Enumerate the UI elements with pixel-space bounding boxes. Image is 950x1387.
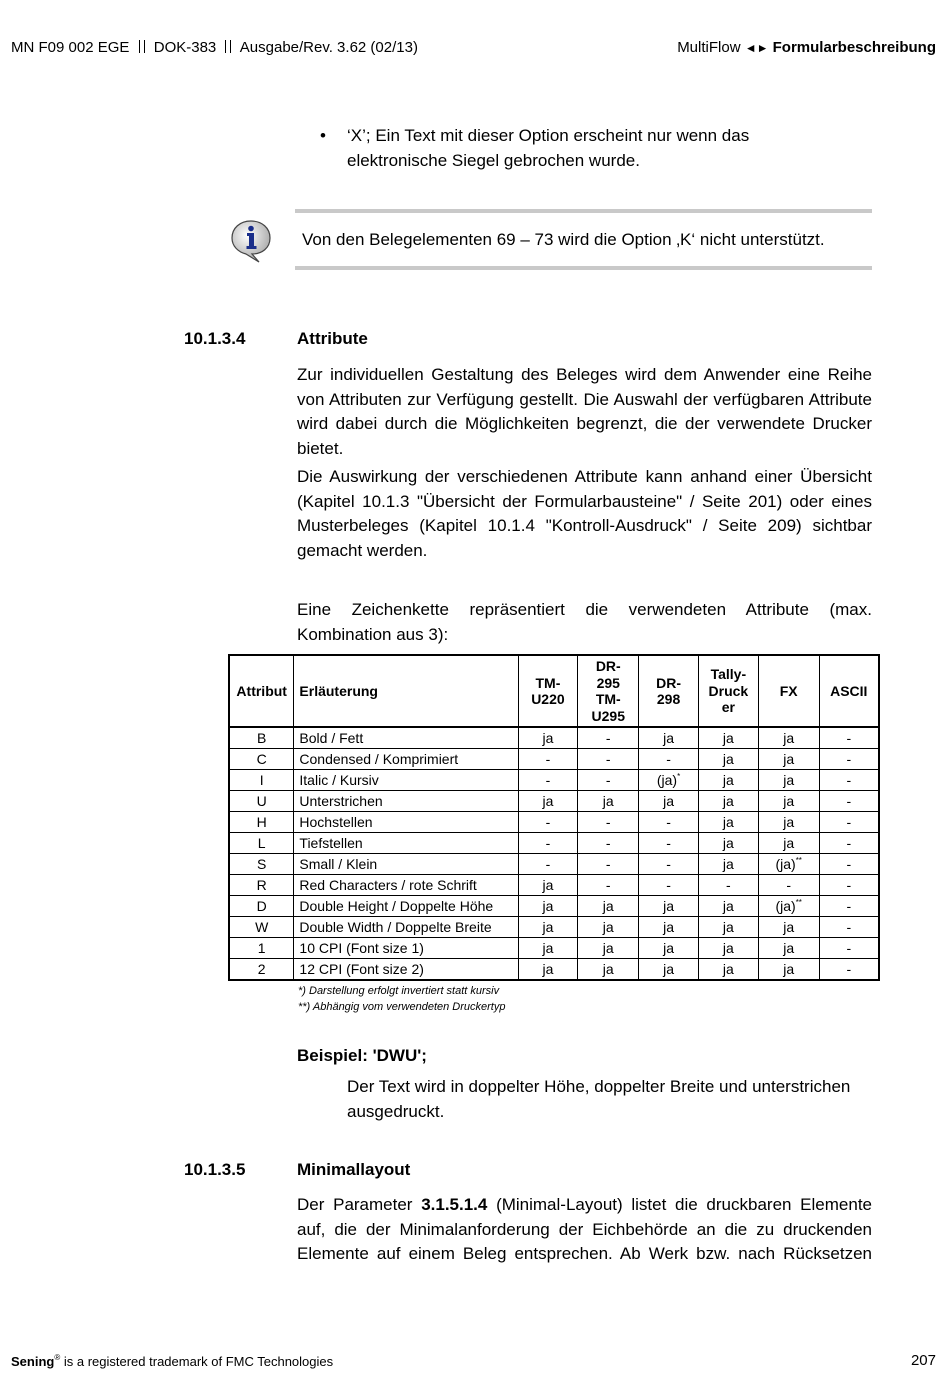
cell-tm-u220: ja <box>518 959 578 981</box>
table-row <box>229 896 879 917</box>
cell-erlaeuterung: Hochstellen <box>294 812 518 833</box>
col-header-fx: FX <box>758 655 819 727</box>
header-chapter-info <box>677 39 936 56</box>
cell-fx: ja <box>758 791 819 812</box>
section-number: 10.1.3.4 <box>184 329 246 348</box>
cell-fx: ja <box>758 749 819 770</box>
cell-dr298: - <box>639 875 699 896</box>
cell-ascii: - <box>819 749 879 770</box>
cell-dr295: - <box>578 727 639 749</box>
cell-dr295: - <box>578 749 639 770</box>
cell-tally: ja <box>698 896 758 917</box>
note-bottom-rule <box>295 266 872 270</box>
page-number: 207 <box>910 1352 936 1369</box>
note-top-rule <box>295 209 872 213</box>
section-title: Attribute <box>297 329 368 348</box>
cell-erlaeuterung: Unterstrichen <box>294 791 518 812</box>
cell-erlaeuterung: 12 CPI (Font size 2) <box>294 959 518 981</box>
cell-tm-u220: ja <box>518 791 578 812</box>
info-icon <box>229 218 273 264</box>
paragraph-text: Der Parameter <box>297 1195 422 1214</box>
cell-ascii: - <box>819 959 879 981</box>
bullet-text-line1: ‘X’; Ein Text mit dieser Option erscheint nur wenn das <box>347 126 750 145</box>
cell-fx: ja <box>758 812 819 833</box>
chapter-name: Formularbeschreibung <box>772 39 936 56</box>
cell-tm-u220: ja <box>518 896 578 917</box>
cell-attribut: C <box>229 749 294 770</box>
col-header-tm-u220: TM- U220 <box>518 655 578 727</box>
cell-attribut: S <box>229 854 294 875</box>
cell-fx: ja <box>758 938 819 959</box>
cell-attribut: D <box>229 896 294 917</box>
cell-erlaeuterung: Double Height / Doppelte Höhe <box>294 896 518 917</box>
left-right-arrows-icon: ◄► <box>744 41 769 55</box>
paragraph-text: (Minimal-Layout) listet die druckbaren Elemente auf, die der Minimalanforderung der Eichbehörde an die zu druckenden Elemente auf einem Beleg entsprechen. Ab Werk bzw. nach Rücksetzen <box>297 1195 873 1263</box>
cell-tm-u220: ja <box>518 938 578 959</box>
cell-attribut: R <box>229 875 294 896</box>
cell-ascii: - <box>819 917 879 938</box>
cell-tm-u220: - <box>518 854 578 875</box>
cell-dr295: ja <box>578 917 639 938</box>
cell-fx: ja <box>758 770 819 791</box>
cell-dr295: - <box>578 770 639 791</box>
col-header-dr295: DR- 295 TM- U295 <box>578 655 639 727</box>
table-row <box>229 938 879 959</box>
table-row <box>229 854 879 875</box>
cell-ascii: - <box>819 854 879 875</box>
cell-attribut: W <box>229 917 294 938</box>
cell-ascii: - <box>819 938 879 959</box>
bullet-text-line2: elektronische Siegel gebrochen wurde. <box>347 150 640 170</box>
cell-tally: ja <box>698 791 758 812</box>
cell-fx: ja <box>758 959 819 981</box>
cell-dr298: ja <box>639 938 699 959</box>
paragraph <box>297 1193 872 1267</box>
cell-attribut: 1 <box>229 938 294 959</box>
cell-fx: ja <box>758 833 819 854</box>
cell-dr298: ja <box>639 727 699 749</box>
cell-tm-u220: - <box>518 770 578 791</box>
cell-erlaeuterung: Bold / Fett <box>294 727 518 749</box>
cell-fx: - <box>758 875 819 896</box>
cell-dr295: - <box>578 854 639 875</box>
cell-ascii: - <box>819 727 879 749</box>
cell-tally: ja <box>698 938 758 959</box>
section-title: Minimallayout <box>297 1160 411 1179</box>
table-body <box>229 727 879 980</box>
table-row <box>229 791 879 812</box>
table-row <box>229 917 879 938</box>
cell-fx: ja <box>758 917 819 938</box>
cell-dr295: ja <box>578 791 639 812</box>
cell-tally: ja <box>698 727 758 749</box>
cell-tally: ja <box>698 812 758 833</box>
cell-fx: (ja)** <box>758 854 819 875</box>
cell-attribut: H <box>229 812 294 833</box>
separator <box>225 40 231 53</box>
cell-dr298: - <box>639 854 699 875</box>
cell-tm-u220: - <box>518 749 578 770</box>
col-header-tally: Tally- Druck er <box>698 655 758 727</box>
footnote-marker: ** <box>795 856 802 865</box>
cell-tally: ja <box>698 854 758 875</box>
cell-ascii: - <box>819 833 879 854</box>
footer-trademark <box>11 1354 333 1369</box>
cell-ascii: - <box>819 791 879 812</box>
registered-mark: ® <box>54 1353 61 1362</box>
cell-tally: ja <box>698 959 758 981</box>
cell-attribut: B <box>229 727 294 749</box>
footnote-marker: * <box>677 772 681 781</box>
paragraph: Eine Zeichenkette repräsentiert die verwendeten Attribute (max. Kombination aus 3): <box>297 600 872 644</box>
footnote: *) Darstellung erfolgt invertiert statt kursiv <box>298 985 500 997</box>
footnote-marker: ** <box>795 898 802 907</box>
bullet-symbol: • <box>320 126 326 145</box>
col-header-erlaeuterung: Erläuterung <box>294 655 518 727</box>
cell-tally: ja <box>698 749 758 770</box>
doc-id: MN F09 002 EGE <box>11 39 130 56</box>
cell-ascii: - <box>819 812 879 833</box>
note-text: Von den Belegelementen 69 – 73 wird die Option ‚K‘ nicht unterstützt. <box>302 230 825 249</box>
col-header-dr298: DR- 298 <box>639 655 699 727</box>
cell-fx: ja <box>758 727 819 749</box>
cell-attribut: U <box>229 791 294 812</box>
table-row <box>229 770 879 791</box>
cell-tm-u220: - <box>518 812 578 833</box>
cell-dr295: - <box>578 812 639 833</box>
cell-tm-u220: ja <box>518 875 578 896</box>
col-header-attribut: Attribut <box>229 655 294 727</box>
cell-ascii: - <box>819 896 879 917</box>
trademark-text: is a registered trademark of FMC Technologies <box>60 1354 334 1369</box>
cell-ascii: - <box>819 875 879 896</box>
cell-erlaeuterung: Double Width / Doppelte Breite <box>294 917 518 938</box>
cell-dr298: (ja)* <box>639 770 699 791</box>
cell-dr298: ja <box>639 791 699 812</box>
cell-ascii: - <box>819 770 879 791</box>
table-header-row <box>229 655 879 727</box>
cell-dr298: - <box>639 833 699 854</box>
table-row <box>229 875 879 896</box>
cell-erlaeuterung: Tiefstellen <box>294 833 518 854</box>
cell-dr295: ja <box>578 938 639 959</box>
footnote: **) Abhängig vom verwendeten Druckertyp <box>298 1001 506 1013</box>
cell-attribut: 2 <box>229 959 294 981</box>
example-text: Der Text wird in doppelter Höhe, doppelter Breite und unterstrichen ausgedruckt. <box>347 1077 851 1121</box>
separator <box>139 40 145 53</box>
cell-erlaeuterung: Condensed / Komprimiert <box>294 749 518 770</box>
cell-tally: ja <box>698 770 758 791</box>
cell-dr295: ja <box>578 959 639 981</box>
cell-dr298: ja <box>639 917 699 938</box>
cell-tm-u220: - <box>518 833 578 854</box>
cell-dr298: ja <box>639 959 699 981</box>
cell-dr298: - <box>639 812 699 833</box>
doc-revision: Ausgabe/Rev. 3.62 (02/13) <box>239 39 418 56</box>
example-label: Beispiel: 'DWU'; <box>297 1046 427 1065</box>
brand-name: Sening <box>11 1354 55 1369</box>
cell-tally: ja <box>698 833 758 854</box>
cell-dr298: - <box>639 749 699 770</box>
table-row <box>229 749 879 770</box>
cell-tally: - <box>698 875 758 896</box>
cell-erlaeuterung: Small / Klein <box>294 854 518 875</box>
table-row <box>229 812 879 833</box>
table-row <box>229 959 879 981</box>
cell-dr298: ja <box>639 896 699 917</box>
parameter-id: 3.1.5.1.4 <box>421 1195 488 1214</box>
cell-erlaeuterung: Red Characters / rote Schrift <box>294 875 518 896</box>
section-number: 10.1.3.5 <box>184 1160 246 1179</box>
cell-attribut: I <box>229 770 294 791</box>
paragraph: Zur individuellen Gestaltung des Beleges wird dem Anwender eine Reihe von Attributen zur Verfügung gestellt. Die Auswahl der verfügbaren Attribute wird dabei durch die Möglichkeiten begrenzt, die der verwendete Drucker bietet. <box>297 365 872 458</box>
bullet-text <box>347 124 847 173</box>
cell-attribut: L <box>229 833 294 854</box>
cell-erlaeuterung: 10 CPI (Font size 1) <box>294 938 518 959</box>
cell-dr295: ja <box>578 896 639 917</box>
doc-dok: DOK-383 <box>153 39 217 56</box>
table-row <box>229 833 879 854</box>
product-name: MultiFlow <box>677 39 741 56</box>
cell-tally: ja <box>698 917 758 938</box>
cell-erlaeuterung: Italic / Kursiv <box>294 770 518 791</box>
paragraph: Die Auswirkung der verschiedenen Attribute kann anhand einer Übersicht (Kapitel 10.1.3 "Übersicht der Formularbausteine" / Seite 201) oder eines Musterbeleges (Kapitel 10.1.4 "Kontroll-Ausdruck" / Seite 209) sichtbar gemacht werden. <box>297 467 872 560</box>
cell-fx: (ja)** <box>758 896 819 917</box>
attribute-table <box>228 654 880 981</box>
header-doc-info <box>11 39 418 56</box>
cell-dr295: - <box>578 833 639 854</box>
col-header-ascii: ASCII <box>819 655 879 727</box>
cell-tm-u220: ja <box>518 917 578 938</box>
cell-tm-u220: ja <box>518 727 578 749</box>
table-row <box>229 727 879 749</box>
cell-dr295: - <box>578 875 639 896</box>
